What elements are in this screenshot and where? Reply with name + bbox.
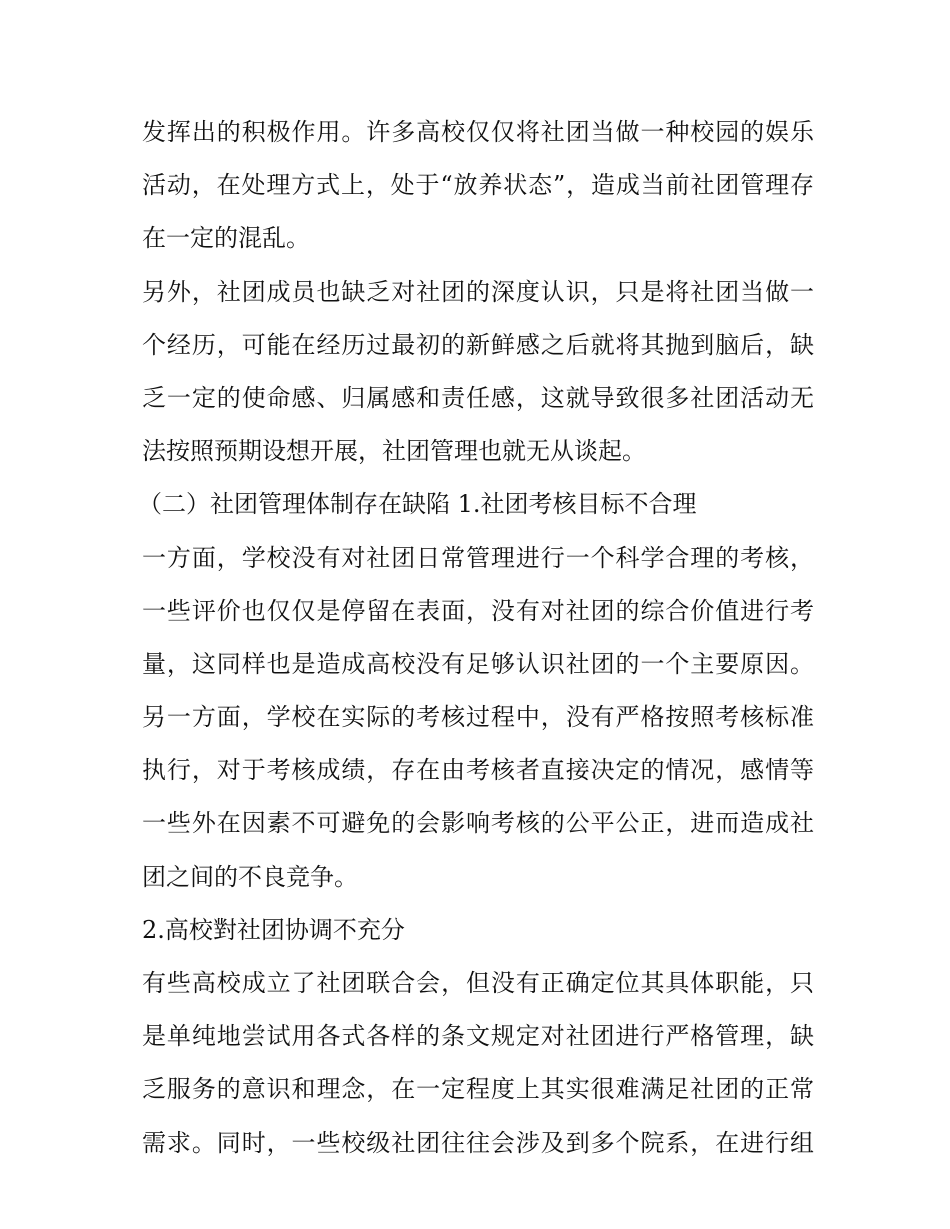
paragraph-line: 执行，对于考核成绩，存在由考核者直接决定的情况，感情等	[142, 756, 814, 785]
paragraph-line: 活动，在处理方式上，处于“放养状态”，造成当前社团管理存	[142, 171, 814, 200]
paragraph-line: 法按照预期设想开展，社团管理也就无从谈起。	[142, 437, 646, 466]
paragraph-line: 一些外在因素不可避免的会影响考核的公平公正，进而造成社	[142, 809, 814, 838]
document-body	[138, 106, 814, 1170]
paragraph-line: 一些评价也仅仅是停留在表面，没有对社团的综合价值进行考	[142, 596, 814, 625]
paragraph-line: 乏一定的使命感、归属感和责任感，这就导致很多社团活动无	[142, 383, 814, 412]
paragraph-line: 个经历，可能在经历过最初的新鲜感之后就将其抛到脑后，缺	[142, 330, 814, 359]
paragraph-line: 发挥出的积极作用。许多高校仅仅将社团当做一种校园的娱乐	[142, 118, 814, 146]
paragraph-line: 需求。同时，一些校级社团往往会涉及到多个院系，在进行组	[142, 1128, 814, 1157]
paragraph-line: 团之间的不良竞争。	[142, 862, 358, 891]
paragraph-line: 乏服务的意识和理念，在一定程度上其实很难满足社团的正常	[142, 1075, 814, 1104]
paragraph-line: 另外，社团成员也缺乏对社团的深度认识，只是将社团当做一	[142, 277, 814, 306]
paragraph-line: 有些高校成立了社团联合会，但没有正确定位其具体职能，只	[142, 969, 814, 997]
paragraph-line: 在一定的混乱。	[142, 224, 310, 253]
section-heading: （二）社团管理体制存在缺陷 1.社团考核目标不合理	[138, 490, 697, 519]
paragraph-line: 另一方面，学校在实际的考核过程中，没有严格按照考核标准	[142, 703, 814, 732]
subsection-heading: 2.高校對社团协调不充分	[142, 915, 405, 944]
paragraph-line: 量，这同样也是造成高校没有足够认识社团的一个主要原因。	[142, 649, 814, 678]
paragraph-line: 一方面，学校没有对社团日常管理进行一个科学合理的考核，	[142, 543, 814, 572]
paragraph-line: 是单纯地尝试用各式各样的条文规定对社团进行严格管理，缺	[142, 1022, 814, 1051]
